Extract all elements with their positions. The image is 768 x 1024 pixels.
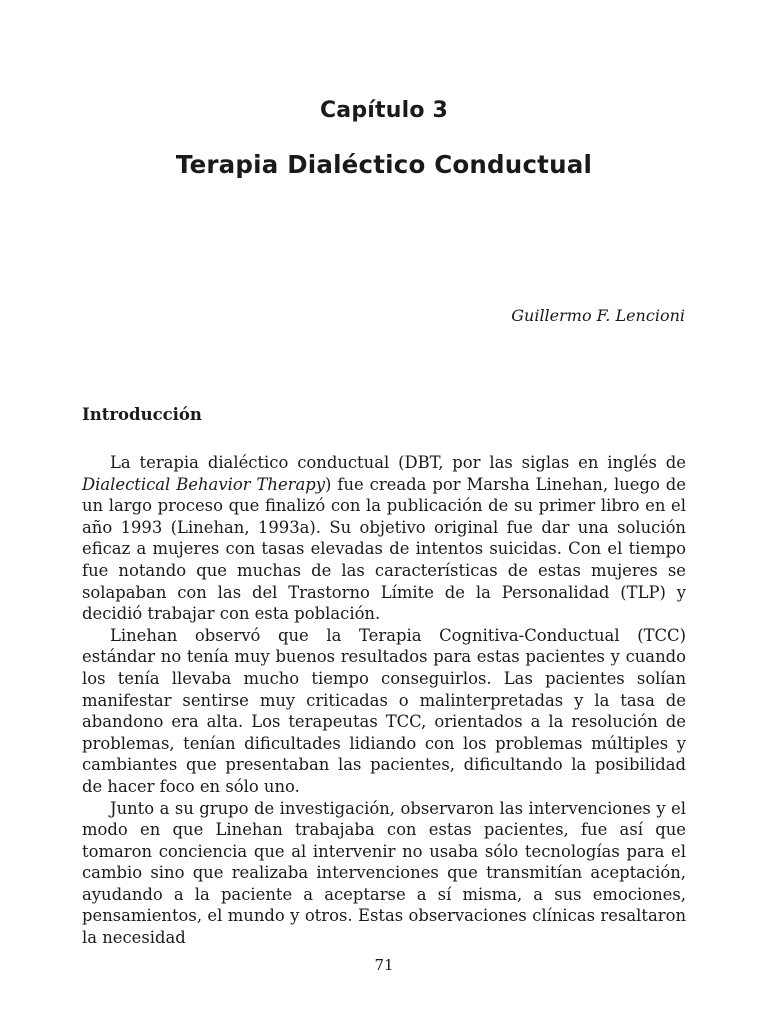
chapter-label: Capítulo 3 (319, 98, 449, 123)
paragraph-2: Linehan observó que la Terapia Cognitiva-Conductual (TCC) estándar no tenía muy buenos resultados para estas pacientes y cuando los tenía llevaba mucho tiempo conseguirlos. Las pacientes solían manifestar sentirse muy criticadas o malinterpretadas y la tasa de abandono era alta. Los terapeutas TCC, orientados a la resolución de problemas, tenían dificultades lidiando con los problemas múltiples y cambiantes que presentaban las pacientes, dificultando la posibilidad de hacer foco en sólo uno. (82, 625, 686, 796)
chapter-title: Terapia Dialéctico Conductual (175, 150, 593, 179)
paragraph-1-text-b: ) fue creada por Marsha Linehan, luego de un largo proceso que finalizó con la publicación de su primer libro en el año 1993 (Linehan, 1993a). Su objetivo original fue dar una solución eficaz a mujeres con tasas elevadas de intentos suicidas. Con el tiempo fue notando que muchas de las características de estas mujeres se solapaban con las del Trastorno Límite de la Personalidad (TLP) y decidió trabajar con esta población. (82, 474, 687, 624)
paragraph-3: Junto a su grupo de investigación, observaron las intervenciones y el modo en que Linehan trabajaba con estas pacientes, fue así que tomaron conciencia que al intervenir no usaba sólo tecnologías para el cambio sino que realizaba intervenciones que transmitían aceptación, ayudando a la paciente a aceptarse a sí misma, a sus emociones, pensamientos, el mundo y otros. Estas observaciones clínicas resaltaron la necesidad (82, 798, 686, 948)
author-name: Guillermo F. Lencioni (511, 306, 685, 325)
paragraph-1-italic-term: Dialectical Behavior Therapy (82, 474, 326, 494)
section-heading: Introducción (82, 405, 202, 424)
page-number: 71 (374, 956, 394, 974)
paragraph-1-text-a: La terapia dialéctico conductual (DBT, por las siglas en inglés de (110, 453, 686, 472)
body-text (82, 452, 686, 949)
paragraph-1 (82, 452, 686, 625)
